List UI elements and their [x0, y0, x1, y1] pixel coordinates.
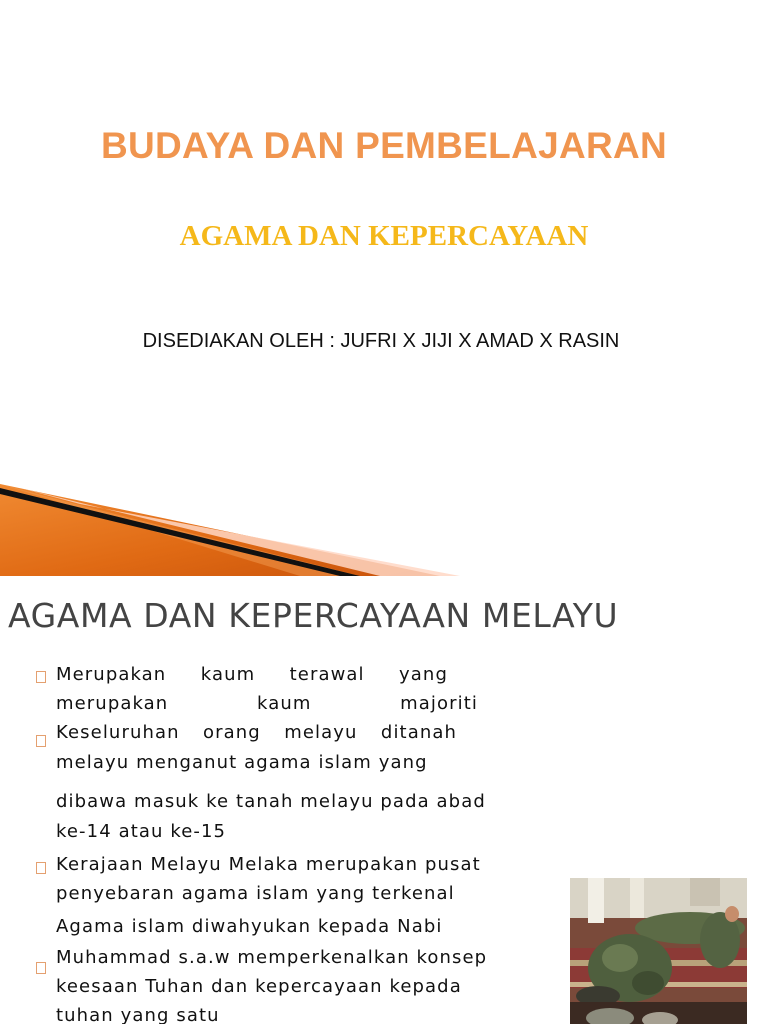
slide-subtitle: AGAMA DAN KEPERCAYAAN: [179, 220, 589, 252]
decorative-swoosh: [0, 470, 768, 576]
text-line: Agama islam diwahyukan kepada Nabi: [56, 916, 443, 937]
prayer-photo: [570, 878, 747, 1024]
author-line: DISEDIAKAN OLEH : JUFRI X JIJI X AMAD X RASIN: [142, 330, 620, 352]
text-line: ke-14 atau ke-15: [56, 821, 227, 842]
text-line: keesaan Tuhan dan kepercayaan kepada: [56, 976, 462, 997]
bullet-marker-icon: [35, 861, 47, 873]
text-line: dibawa masuk ke tanah melayu pada abad: [56, 791, 486, 812]
text-line: Muhammad s.a.w memperkenalkan konsep: [56, 947, 488, 968]
text-line: Keseluruhan orang melayu ditanah: [56, 722, 457, 743]
text-line: Kerajaan Melayu Melaka merupakan pusat: [56, 854, 481, 875]
slide-heading: AGAMA DAN KEPERCAYAAN MELAYU: [8, 596, 619, 635]
text-line: merupakan kaum majoriti: [56, 693, 478, 714]
text-line: penyebaran agama islam yang terkenal: [56, 883, 455, 904]
text-line: Merupakan kaum terawal yang: [56, 664, 448, 685]
slide-title: BUDAYA DAN PEMBELAJARAN: [100, 125, 668, 166]
bullet-marker-icon: [35, 961, 47, 973]
bullet-marker-icon: [35, 734, 47, 746]
content-slide: [0, 576, 768, 1024]
text-line: melayu menganut agama islam yang: [56, 752, 428, 773]
bullet-marker-icon: [35, 670, 47, 682]
text-line: tuhan yang satu: [56, 1005, 220, 1024]
